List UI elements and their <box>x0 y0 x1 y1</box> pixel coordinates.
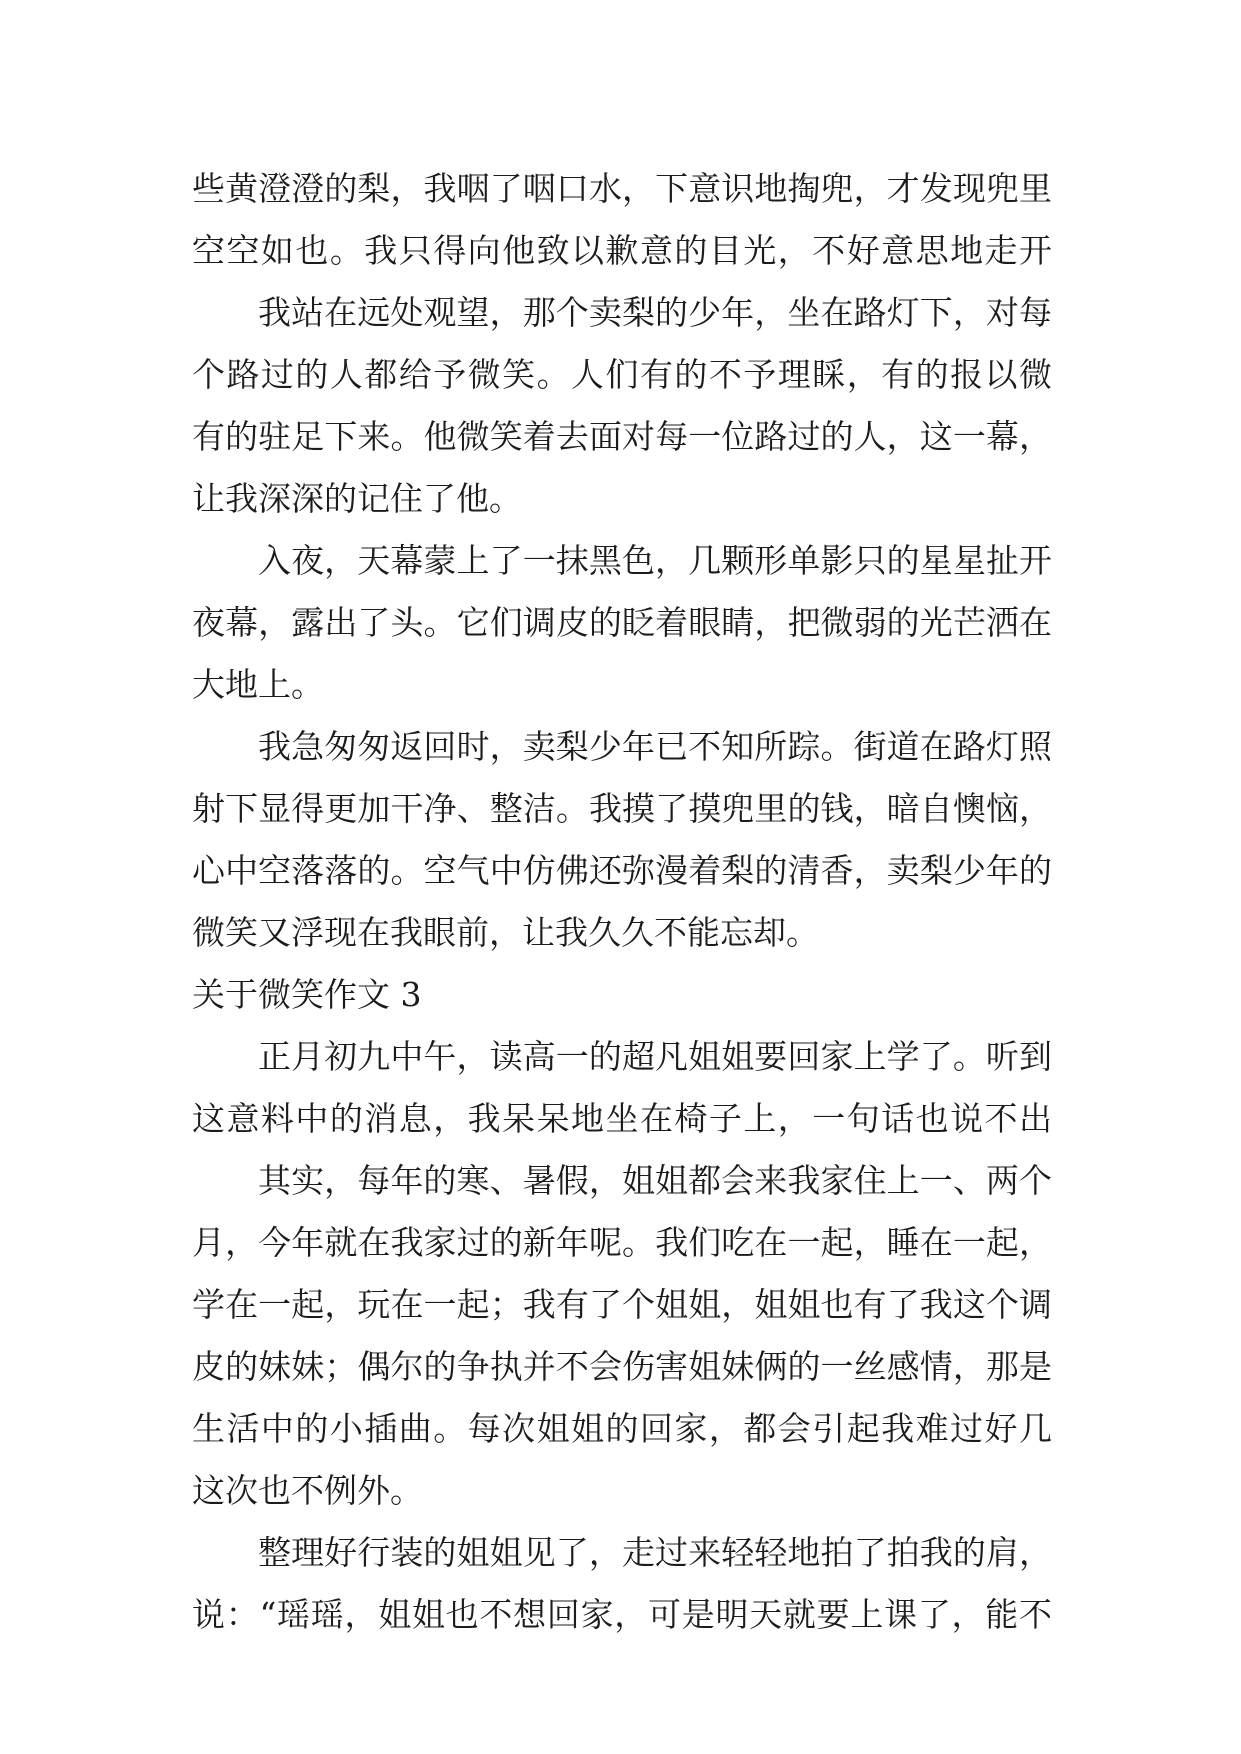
paragraph-start-line: 其实，每年的寒、暑假，姐姐都会来我家住上一、两个 <box>258 1161 1052 1200</box>
text-line: 月，今年就在我家过的新年呢。我们吃在一起，睡在一起， <box>192 1223 1052 1262</box>
text-line: 皮的妹妹；偶尔的争执并不会伤害姐妹俩的一丝感情，那是 <box>192 1347 1052 1386</box>
text-line: 大地上。 <box>192 665 324 704</box>
essay-text <box>192 158 1052 1646</box>
paragraph-start-line: 我急匆匆返回时，卖梨少年已不知所踪。街道在路灯照 <box>258 727 1052 766</box>
text-line: 些黄澄澄的梨，我咽了咽口水，下意识地掏兜，才发现兜里 <box>192 169 1052 208</box>
paragraph-start-line: 我站在远处观望，那个卖梨的少年，坐在路灯下，对每 <box>258 293 1052 332</box>
text-line: 微笑又浮现在我眼前，让我久久不能忘却。 <box>192 913 819 952</box>
text-line: 生活中的小插曲。每次姐姐的回家，都会引起我难过好几 <box>192 1409 1052 1448</box>
text-line: 空空如也。我只得向他致以歉意的目光，不好意思地走开 <box>192 231 1052 270</box>
text-line: 让我深深的记住了他。 <box>192 479 522 518</box>
text-line: 有的驻足下来。他微笑着去面对每一位路过的人，这一幕， <box>192 417 1052 456</box>
text-line: 这次也不例外。 <box>192 1471 423 1510</box>
text-line: 夜幕，露出了头。它们调皮的眨着眼睛，把微弱的光芒洒在 <box>192 603 1052 642</box>
text-line: 说：“瑶瑶，姐姐也不想回家，可是明天就要上课了，能不 <box>192 1595 1052 1634</box>
paragraph-start-line: 整理好行装的姐姐见了，走过来轻轻地拍了拍我的肩， <box>258 1533 1052 1572</box>
text-line: 心中空落落的。空气中仿佛还弥漫着梨的清香，卖梨少年的 <box>192 851 1052 890</box>
text-line: 射下显得更加干净、整洁。我摸了摸兜里的钱，暗自懊恼， <box>192 789 1052 828</box>
paragraph-start-line: 正月初九中午，读高一的超凡姐姐要回家上学了。听到 <box>258 1037 1052 1076</box>
section-heading: 关于微笑作文 3 <box>192 975 422 1014</box>
text-line: 这意料中的消息，我呆呆地坐在椅子上，一句话也说不出 <box>192 1099 1052 1138</box>
text-line: 学在一起，玩在一起；我有了个姐姐，姐姐也有了我这个调 <box>192 1285 1052 1324</box>
paragraph-start-line: 入夜，天幕蒙上了一抹黑色，几颗形单影只的星星扯开 <box>258 541 1052 580</box>
text-line: 个路过的人都给予微笑。人们有的不予理睬，有的报以微 <box>192 355 1052 394</box>
